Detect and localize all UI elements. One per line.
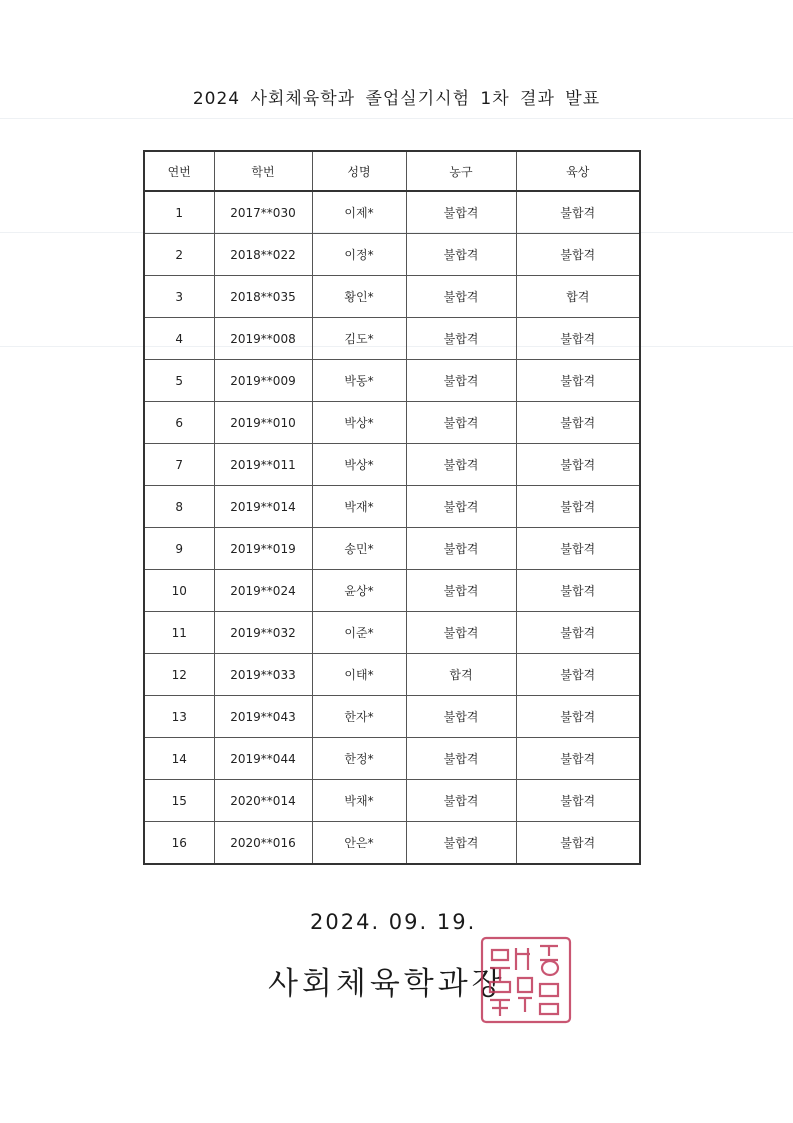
cell-number: 2 [144, 234, 214, 276]
cell-basketball: 불합격 [406, 360, 516, 402]
header-number: 연번 [144, 151, 214, 191]
table-row [144, 360, 640, 402]
cell-student-id: 2019**044 [214, 738, 312, 780]
cell-number: 8 [144, 486, 214, 528]
cell-basketball: 불합격 [406, 528, 516, 570]
cell-student-id: 2019**032 [214, 612, 312, 654]
header-basketball: 농구 [406, 151, 516, 191]
cell-basketball: 불합격 [406, 738, 516, 780]
cell-basketball: 불합격 [406, 444, 516, 486]
cell-number: 9 [144, 528, 214, 570]
cell-number: 5 [144, 360, 214, 402]
table-row [144, 402, 640, 444]
cell-basketball: 불합격 [406, 191, 516, 234]
cell-student-id: 2017**030 [214, 191, 312, 234]
cell-number: 13 [144, 696, 214, 738]
cell-track: 불합격 [516, 822, 640, 865]
cell-name: 송민* [312, 528, 406, 570]
table-row [144, 234, 640, 276]
cell-track: 불합격 [516, 570, 640, 612]
cell-track: 불합격 [516, 444, 640, 486]
cell-name: 한정* [312, 738, 406, 780]
cell-student-id: 2020**016 [214, 822, 312, 865]
cell-track: 불합격 [516, 654, 640, 696]
cell-basketball: 불합격 [406, 570, 516, 612]
cell-track: 불합격 [516, 780, 640, 822]
cell-number: 15 [144, 780, 214, 822]
cell-basketball: 불합격 [406, 612, 516, 654]
cell-number: 10 [144, 570, 214, 612]
cell-number: 16 [144, 822, 214, 865]
cell-track: 불합격 [516, 528, 640, 570]
table-row [144, 654, 640, 696]
results-table-body [144, 191, 640, 864]
table-row [144, 696, 640, 738]
cell-student-id: 2019**024 [214, 570, 312, 612]
cell-student-id: 2019**008 [214, 318, 312, 360]
cell-basketball: 불합격 [406, 486, 516, 528]
cell-student-id: 2018**022 [214, 234, 312, 276]
cell-number: 14 [144, 738, 214, 780]
cell-basketball: 불합격 [406, 276, 516, 318]
table-row [144, 318, 640, 360]
table-row [144, 738, 640, 780]
cell-student-id: 2019**019 [214, 528, 312, 570]
cell-track: 불합격 [516, 738, 640, 780]
cell-student-id: 2018**035 [214, 276, 312, 318]
cell-student-id: 2019**014 [214, 486, 312, 528]
cell-name: 박채* [312, 780, 406, 822]
cell-number: 3 [144, 276, 214, 318]
cell-track: 불합격 [516, 612, 640, 654]
cell-basketball: 불합격 [406, 234, 516, 276]
cell-name: 박재* [312, 486, 406, 528]
cell-name: 김도* [312, 318, 406, 360]
cell-student-id: 2019**033 [214, 654, 312, 696]
cell-name: 안은* [312, 822, 406, 865]
table-row [144, 486, 640, 528]
cell-name: 이태* [312, 654, 406, 696]
cell-track: 불합격 [516, 402, 640, 444]
table-row [144, 570, 640, 612]
table-row [144, 444, 640, 486]
scan-artifact-line [0, 118, 793, 119]
page-title: 2024 사회체육학과 졸업실기시험 1차 결과 발표 [192, 89, 601, 109]
cell-track: 불합격 [516, 360, 640, 402]
cell-name: 이정* [312, 234, 406, 276]
cell-number: 6 [144, 402, 214, 444]
cell-name: 윤상* [312, 570, 406, 612]
header-student-id: 학번 [214, 151, 312, 191]
cell-student-id: 2020**014 [214, 780, 312, 822]
cell-track: 불합격 [516, 191, 640, 234]
cell-number: 7 [144, 444, 214, 486]
cell-track: 불합격 [516, 318, 640, 360]
header-track: 육상 [516, 151, 640, 191]
cell-track: 불합격 [516, 486, 640, 528]
cell-name: 황인* [312, 276, 406, 318]
announcement-date: 2024. 09. 19. [310, 910, 477, 934]
cell-name: 이준* [312, 612, 406, 654]
cell-track: 불합격 [516, 234, 640, 276]
cell-name: 한자* [312, 696, 406, 738]
official-seal-icon [478, 934, 574, 1026]
cell-track: 불합격 [516, 696, 640, 738]
cell-name: 박상* [312, 402, 406, 444]
table-row [144, 780, 640, 822]
cell-name: 박동* [312, 360, 406, 402]
cell-basketball: 불합격 [406, 822, 516, 865]
header-name: 성명 [312, 151, 406, 191]
cell-track: 합격 [516, 276, 640, 318]
cell-student-id: 2019**009 [214, 360, 312, 402]
cell-number: 1 [144, 191, 214, 234]
cell-student-id: 2019**011 [214, 444, 312, 486]
cell-name: 박상* [312, 444, 406, 486]
table-row [144, 528, 640, 570]
results-table [143, 150, 641, 865]
cell-basketball: 불합격 [406, 402, 516, 444]
cell-student-id: 2019**043 [214, 696, 312, 738]
header-row [144, 151, 640, 191]
table-row [144, 191, 640, 234]
table-row [144, 822, 640, 865]
cell-number: 12 [144, 654, 214, 696]
cell-basketball: 불합격 [406, 318, 516, 360]
cell-number: 11 [144, 612, 214, 654]
results-table-header [144, 151, 640, 191]
cell-name: 이제* [312, 191, 406, 234]
department-head: 사회체육학과장 [268, 966, 506, 1002]
cell-basketball: 불합격 [406, 696, 516, 738]
cell-student-id: 2019**010 [214, 402, 312, 444]
cell-number: 4 [144, 318, 214, 360]
cell-basketball: 합격 [406, 654, 516, 696]
table-row [144, 612, 640, 654]
table-row [144, 276, 640, 318]
cell-basketball: 불합격 [406, 780, 516, 822]
